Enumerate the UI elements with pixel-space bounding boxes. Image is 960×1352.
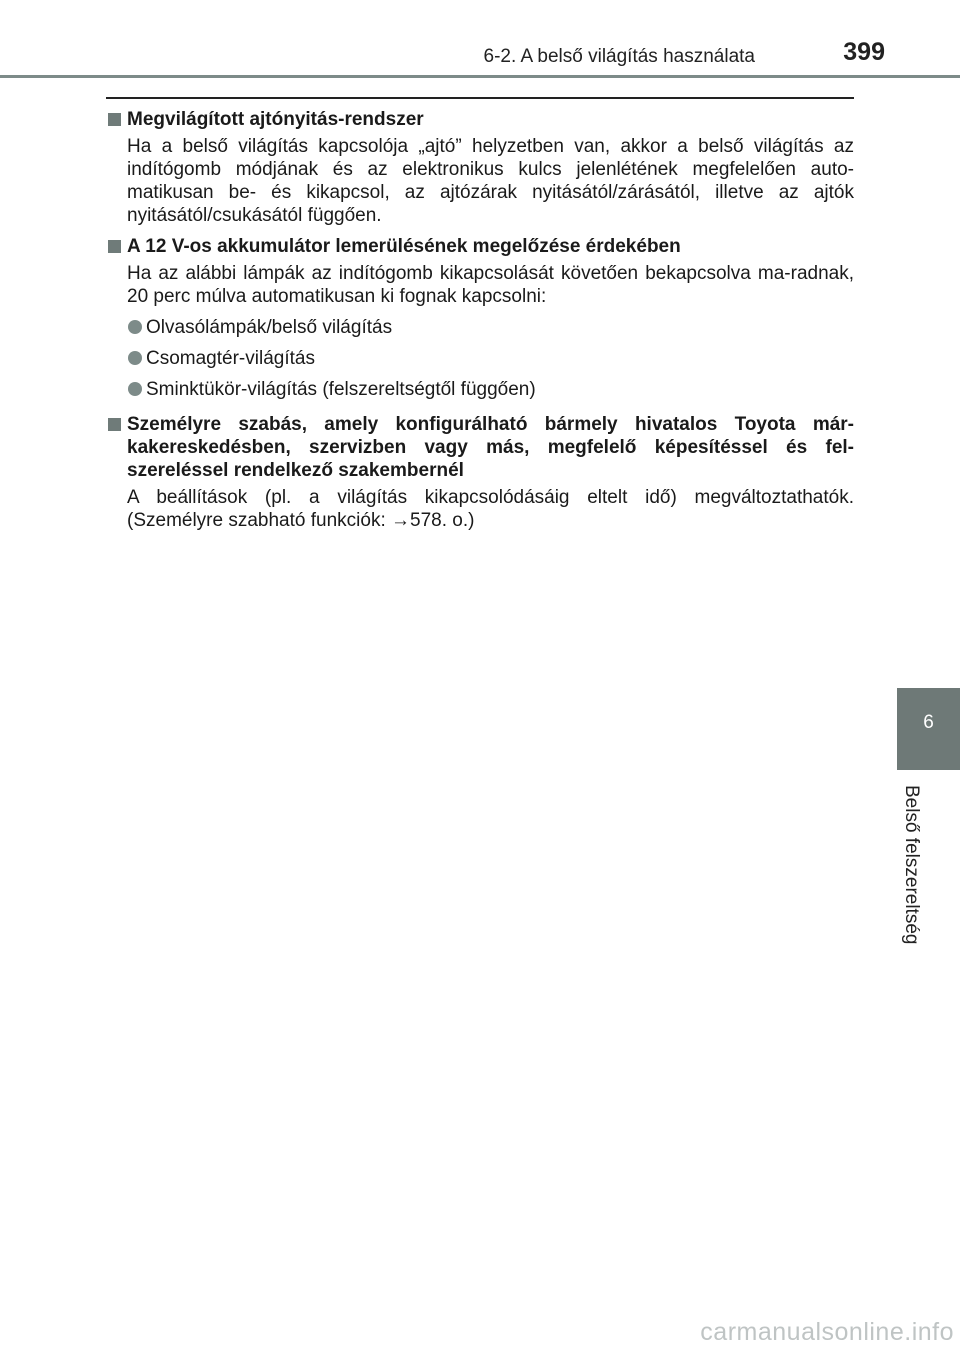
list-item-text: Csomagtér-világítás [146,348,315,369]
round-bullet-icon [128,382,142,396]
heading-text: Megvilágított ajtónyitás-rendszer [127,109,424,130]
round-bullet-icon [128,351,142,365]
section-title: 6-2. A belső világítás használata [483,46,755,67]
watermark: carmanualsonline.info [700,1318,954,1346]
paragraph: Ha az alábbi lámpák az indítógomb kikapcsolását követően bekapcsolva ma-radnak, 20 perc múlva automatikusan ki fognak kapcsolni: [127,263,854,307]
square-bullet-icon [108,418,121,431]
round-bullet-icon [128,320,142,334]
paragraph: A beállítások (pl. a világítás kikapcsolódásáig eltelt idő) megváltoztathatók. (Személyre szabható funkciók: →578. o.) [127,487,854,531]
paragraph: Ha a belső világítás kapcsolója „ajtó” helyzetben van, akkor a belső világítás az indítógomb módjának és az elektronikus kulcs jelenlétének megfelelően auto-matikusan be- és kikapcsol, az ajtózárak nyitásától/zárásától, illetve az ajtók nyitásától/csukásától függően. [127,136,854,226]
chapter-label [898,785,928,955]
square-bullet-icon [108,240,121,253]
chapter-number: 6 [923,712,934,733]
list-item [106,378,854,401]
heading-text: Személyre szabás, amely konfigurálható bármely hivatalos Toyota már-kakereskedésben, szervizben vagy más, megfelelő képesítéssel és fel-szereléssel rendelkező szakembernél [127,414,854,481]
page-number: 399 [843,38,885,66]
list-item-text: Olvasólámpák/belső világítás [146,317,393,338]
square-bullet-icon [108,113,121,126]
list-item [106,316,854,339]
page-content [106,108,854,540]
list-item [106,347,854,370]
list-item-text: Sminktükör-világítás (felszereltségtől függően) [146,379,536,400]
heading-text: A 12 V-os akkumulátor lemerülésének megelőzése érdekében [127,236,681,257]
content-top-rule [106,97,854,99]
chapter-label-text: Belső felszereltség [901,785,922,945]
header-rule [0,75,960,78]
section-heading [106,108,854,131]
section-heading [106,235,854,258]
section-heading [106,413,854,482]
page-header [0,0,960,80]
chapter-tab[interactable] [897,688,960,770]
